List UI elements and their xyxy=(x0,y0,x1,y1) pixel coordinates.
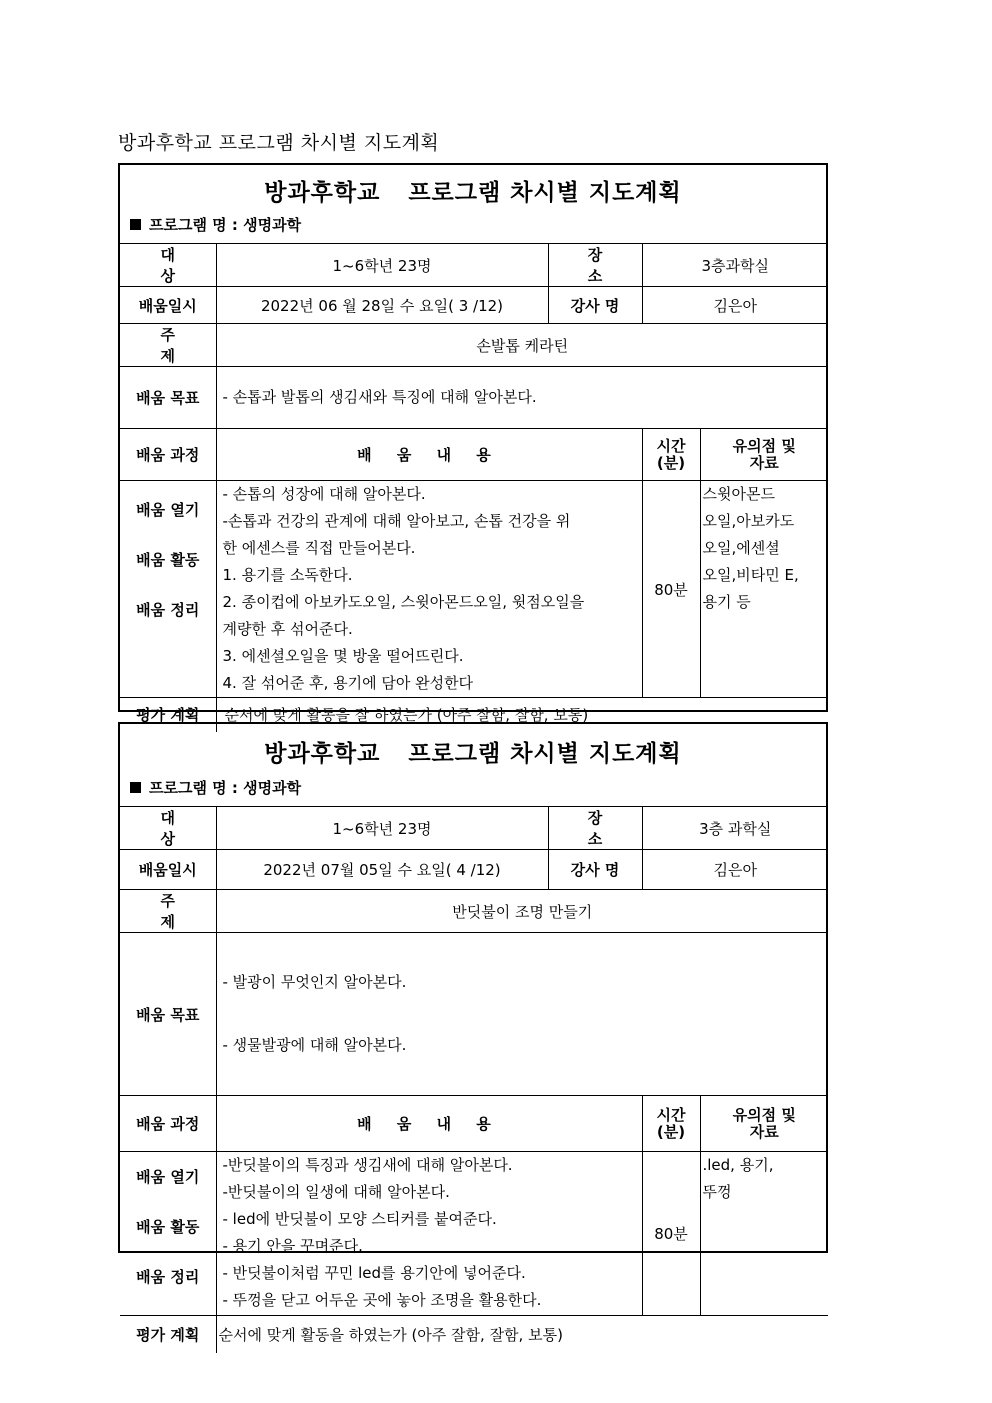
stage-item: 배움 열기 xyxy=(136,501,200,519)
time-value: 80분 xyxy=(642,481,700,698)
plan-title xyxy=(120,165,826,207)
notes-header: 유의점 및 자료 xyxy=(700,1096,828,1152)
time-header: 시간 (분) xyxy=(642,1096,700,1152)
plan-table xyxy=(120,244,828,732)
content-line: - 손톱의 성장에 대해 알아본다. xyxy=(222,485,426,503)
date-label: 배움일시 xyxy=(120,287,216,324)
goal-lines xyxy=(216,367,828,429)
program-name xyxy=(130,777,301,798)
date-label: 배움일시 xyxy=(120,850,216,890)
plan-header xyxy=(120,724,826,807)
process-label: 배움 과정 xyxy=(120,1096,216,1152)
goal-label: 배움 목표 xyxy=(120,933,216,1096)
notes-line: 스윗아몬드 xyxy=(702,485,775,503)
target-label: 대 상 xyxy=(120,807,216,850)
stage-item: 배움 열기 xyxy=(136,1168,200,1186)
content-line: 1. 용기를 소독한다. xyxy=(222,566,353,584)
topic-label: 주 제 xyxy=(120,324,216,367)
place-value: 3층과학실 xyxy=(642,244,828,287)
teacher-label: 강사 명 xyxy=(548,850,642,890)
square-bullet-icon xyxy=(130,782,141,793)
content-header xyxy=(216,1096,642,1152)
notes-line: 용기 등 xyxy=(702,593,751,611)
notes-line: .led, 용기, xyxy=(702,1156,774,1174)
target-value: 1~6학년 23명 xyxy=(216,244,548,287)
date-value: 2022년 06 월 28일 수 요일( 3 /12) xyxy=(216,287,548,324)
teacher-value: 김은아 xyxy=(642,287,828,324)
goal-line: - 발광이 무엇인지 알아본다. xyxy=(222,973,407,991)
notes-line: 오일,아보카도 xyxy=(702,512,795,530)
goal-line: - 손톱과 발톱의 생김새와 특징에 대해 알아본다. xyxy=(222,388,537,406)
notes-lines xyxy=(700,481,828,698)
time-value: 80분 xyxy=(642,1152,700,1316)
plan-table xyxy=(120,807,828,1353)
content-line: -반딧불이의 일생에 대해 알아본다. xyxy=(222,1183,450,1201)
content-line: - 뚜껑을 닫고 어두운 곳에 놓아 조명을 활용한다. xyxy=(222,1291,542,1309)
stage-item: 배움 정리 xyxy=(136,601,200,619)
plan-title xyxy=(120,724,826,768)
process-label: 배움 과정 xyxy=(120,429,216,481)
place-value: 3층 과학실 xyxy=(642,807,828,850)
topic-value: 손발톱 케라틴 xyxy=(216,324,828,367)
plan-title-part: 프로그램 차시별 지도계획 xyxy=(408,180,682,206)
content-header-text: 배 움 내 용 xyxy=(357,446,501,464)
plan-title-part: 프로그램 차시별 지도계획 xyxy=(408,741,682,767)
eval-value: 순서에 맞게 활동을 잘 하였는가 (아주 잘함, 잘함, 보통) xyxy=(216,698,828,732)
topic-label: 주 제 xyxy=(120,890,216,933)
content-line: 한 에센스를 직접 만들어본다. xyxy=(222,539,416,557)
target-label: 대 상 xyxy=(120,244,216,287)
time-header: 시간 (분) xyxy=(642,429,700,481)
stage-item: 배움 활동 xyxy=(136,551,200,569)
date-value: 2022년 07월 05일 수 요일( 4 /12) xyxy=(216,850,548,890)
content-lines xyxy=(216,481,642,698)
goal-lines xyxy=(216,933,828,1096)
lesson-plan-2 xyxy=(118,722,828,1344)
target-value: 1~6학년 23명 xyxy=(216,807,548,850)
content-header xyxy=(216,429,642,481)
eval-label: 평가 계획 xyxy=(120,1316,216,1353)
content-lines xyxy=(216,1152,642,1316)
content-line: - 용기 안을 꾸며준다. xyxy=(222,1237,363,1255)
goal-line: - 생물발광에 대해 알아본다. xyxy=(222,1036,407,1054)
topic-value: 반딧불이 조명 만들기 xyxy=(216,890,828,933)
content-line: 계량한 후 섞어준다. xyxy=(222,620,353,638)
document-title: 방과후학교 프로그램 차시별 지도계획 xyxy=(118,132,440,154)
stage-item: 배움 활동 xyxy=(136,1218,200,1236)
eval-label: 평가 계획 xyxy=(120,698,216,732)
place-label: 장 소 xyxy=(548,807,642,850)
program-name-text: 프로그램 명 : 생명과학 xyxy=(149,779,302,797)
teacher-label: 강사 명 xyxy=(548,287,642,324)
notes-header: 유의점 및 자료 xyxy=(700,429,828,481)
content-line: -반딧불이의 특징과 생김새에 대해 알아본다. xyxy=(222,1156,513,1174)
stage-list xyxy=(120,1152,216,1316)
program-name-text: 프로그램 명 : 생명과학 xyxy=(149,216,302,234)
eval-value: 순서에 맞게 활동을 하였는가 (아주 잘함, 잘함, 보통) xyxy=(216,1316,828,1353)
content-line: 2. 종이컵에 아보카도오일, 스윗아몬드오일, 윗점오일을 xyxy=(222,593,585,611)
content-line: - 반딧불이처럼 꾸민 led를 용기안에 넣어준다. xyxy=(222,1264,526,1282)
content-header-text: 배 움 내 용 xyxy=(357,1115,501,1133)
goal-label: 배움 목표 xyxy=(120,367,216,429)
place-label: 장 소 xyxy=(548,244,642,287)
square-bullet-icon xyxy=(130,219,141,230)
notes-line: 오일,에센셜 xyxy=(702,539,780,557)
plan-title-part: 방과후학교 xyxy=(264,741,381,767)
notes-lines xyxy=(700,1152,828,1316)
content-line: 3. 에센셜오일을 몇 방울 떨어뜨린다. xyxy=(222,647,464,665)
notes-line: 뚜껑 xyxy=(702,1183,732,1201)
content-line: 4. 잘 섞어준 후, 용기에 담아 완성한다 xyxy=(222,674,474,692)
stage-list xyxy=(120,481,216,698)
program-name xyxy=(130,214,301,235)
notes-line: 오일,비타민 E, xyxy=(702,566,799,584)
teacher-value: 김은아 xyxy=(642,850,828,890)
stage-item: 배움 정리 xyxy=(136,1268,200,1286)
lesson-plan-1 xyxy=(118,163,828,725)
content-line: -손톱과 건강의 관계에 대해 알아보고, 손톱 건강을 위 xyxy=(222,512,571,530)
content-line: - led에 반딧불이 모양 스티커를 붙여준다. xyxy=(222,1210,497,1228)
plan-title-part: 방과후학교 xyxy=(264,180,381,206)
plan-header xyxy=(120,165,826,244)
